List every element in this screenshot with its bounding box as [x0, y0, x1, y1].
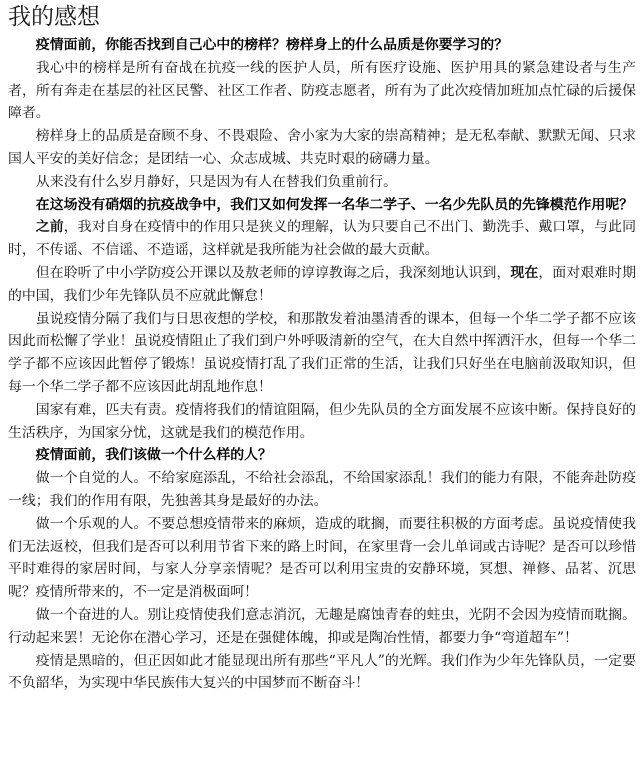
question-heading-1: 疫情面前，你能否找到自己心中的榜样？榜样身上的什么品质是你要学习的？ — [35, 37, 509, 53]
question-heading-3: 疫情面前，我们该做一个什么样的人？ — [35, 447, 272, 464]
paragraph-3: 从来没有什么岁月静好，只是因为有人在替我们负重前行。 — [35, 173, 397, 190]
paragraph-11: 疫情是黑暗的，但正因如此才能显现出所有那些“平凡人”的光辉。我们作为少年先锋队员，一定要不负韶华，为实现中华民族伟大复兴的中国梦而不断奋斗！ — [8, 652, 636, 692]
paragraph-5-text-b: ，面对艰难时期的中国，我们少年先锋队员不应就此懈怠！ — [8, 264, 636, 304]
question-heading-2: 在这场没有硝烟的抗疫战争中，我们又如何发挥一名华二学子、一名少先队员的先锋模范作用呢？ — [35, 196, 634, 213]
document-title: 我的感想 — [8, 4, 100, 30]
paragraph-9: 做一个乐观的人。不要总想疫情带来的麻烦，造成的耽搁，而要往积极的方面考虑。虽说疫情使我们无法返校，但我们是否可以利用节省下来的路上时间，在家里背一会儿单词或古诗呢？是否可以珍惜平时难得的家居时间，与家人分享亲情呢？是否可以利用宝贵的安静环境，冥想、禅修、品茗、沉思呢？疫情所带来的，不一定是消极面呵！ — [8, 515, 636, 601]
paragraph-6: 虽说疫情分隔了我们与日思夜想的学校，和那散发着油墨清香的课本，但每一个华二学子都不应该因此而松懈了学业！虽说疫情阻止了我们到户外呼吸清新的空气，在大自然中挥洒汗水，但每一个华二学子都不应该因此暂停了锻炼！虽说疫情打乱了我们正常的生活，让我们只好坐在电脑前汲取知识，但每一个华二学子都不应该因此胡乱地作息！ — [8, 310, 636, 395]
paragraph-1: 我心中的榜样是所有奋战在抗疫一线的医护人员，所有医疗设施、医护用具的紧急建设者与生产者，所有奔走在基层的社区民警、社区工作者、防疫志愿者，所有为了此次疫情加班加点忙碌的后援保障者。 — [8, 59, 636, 122]
paragraph-4-lead: 之前 — [35, 219, 64, 236]
paragraph-10: 做一个奋进的人。别让疫情使我们意志消沉，无趣是腐蚀青春的蛀虫，光阴不会因为疫情而耽搁。行动起来罢！无论你在潜心学习，还是在强健体魄，抑或是陶冶性情，都要力争“弯道超车”！ — [8, 606, 636, 646]
paragraph-5 — [8, 262, 636, 308]
paragraph-4 — [8, 216, 636, 262]
paragraph-2: 榜样身上的品质是奋顾不身、不畏艰险、舍小家为大家的崇高精神；是无私奉献、默默无闻、只求国人平安的美好信念；是团结一心、众志成城、共克时艰的磅礴力量。 — [8, 128, 636, 167]
paragraph-7: 国家有难，匹夫有责。疫情将我们的情谊阻隔，但少先队员的全方面发展不应该中断。保持良好的生活秩序，为国家分忧，这就是我们的模范作用。 — [8, 401, 636, 441]
paragraph-4-text: ，我对自身在疫情中的作用只是狭义的理解，认为只要自己不出门、勤洗手、戴口罩，与此同时，不传谣、不信谣、不造谣，这样就是我所能为社会做的最大贡献。 — [8, 219, 636, 259]
paragraph-5-emphasis: 现在 — [510, 264, 539, 281]
paragraph-8: 做一个自觉的人。不给家庭添乱，不给社会添乱，不给国家添乱！我们的能力有限，不能奔赴防疫一线；我们的作用有限，先独善其身是最好的办法。 — [8, 470, 636, 509]
document-body — [8, 34, 636, 695]
paragraph-5-text-a: 但在聆听了中小学防疫公开课以及敖老师的谆谆教诲之后，我深刻地认识到， — [35, 264, 511, 281]
